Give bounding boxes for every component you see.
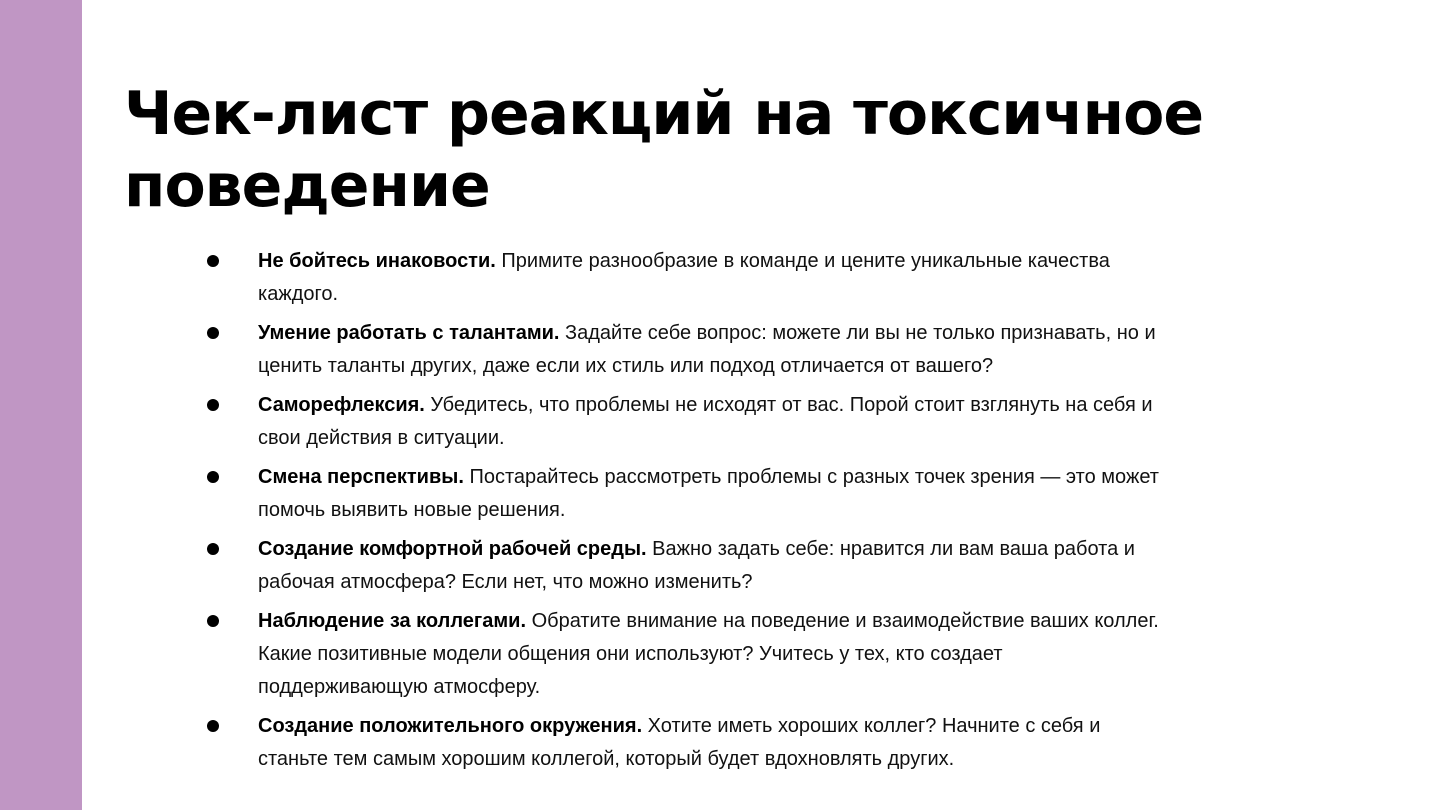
item-text: Примите разнообразие в команде и цените уникальные качества каждого. [258,250,1110,305]
item-heading: Наблюдение за коллегами. [258,610,527,632]
bullet-icon [207,255,219,267]
bullet-icon [207,543,219,555]
checklist [205,245,1165,782]
slide-title: Чек-лист реакций на токсичное поведение [124,79,1204,221]
item-text: Постарайтесь рассмотреть проблемы с разных точек зрения — это может помочь выявить новые решения. [258,466,1159,521]
list-item [205,317,1165,383]
list-item [205,245,1165,311]
item-heading: Смена перспективы. [258,466,464,488]
item-text: Хотите иметь хороших коллег? Начните с себя и станьте тем самым хорошим коллегой, который будет вдохновлять других. [258,715,1101,770]
item-text: Важно задать себе: нравится ли вам ваша работа и рабочая атмосфера? Если нет, что можно изменить? [258,538,1135,593]
item-text: Убедитесь, что проблемы не исходят от вас. Порой стоит взглянуть на себя и свои действия в ситуации. [258,394,1153,449]
list-item [205,461,1165,527]
item-heading: Создание комфортной рабочей среды. [258,538,647,560]
list-item [205,710,1165,776]
bullet-icon [207,720,219,732]
item-heading: Саморефлексия. [258,394,425,416]
list-item [205,605,1165,704]
list-item [205,533,1165,599]
bullet-icon [207,615,219,627]
side-accent-bar [0,0,82,810]
item-heading: Создание положительного окружения. [258,715,643,737]
item-heading: Не бойтесь инаковости. [258,250,496,272]
list-item [205,389,1165,455]
item-text: Обратите внимание на поведение и взаимодействие ваших коллег. Какие позитивные модели общения они используют? Учитесь у тех, кто создает поддерживающую атмосферу. [258,610,1159,698]
bullet-icon [207,327,219,339]
bullet-icon [207,471,219,483]
item-heading: Умение работать с талантами. [258,322,560,344]
bullet-icon [207,399,219,411]
item-text: Задайте себе вопрос: можете ли вы не только признавать, но и ценить таланты других, даже если их стиль или подход отличается от вашего? [258,322,1156,377]
